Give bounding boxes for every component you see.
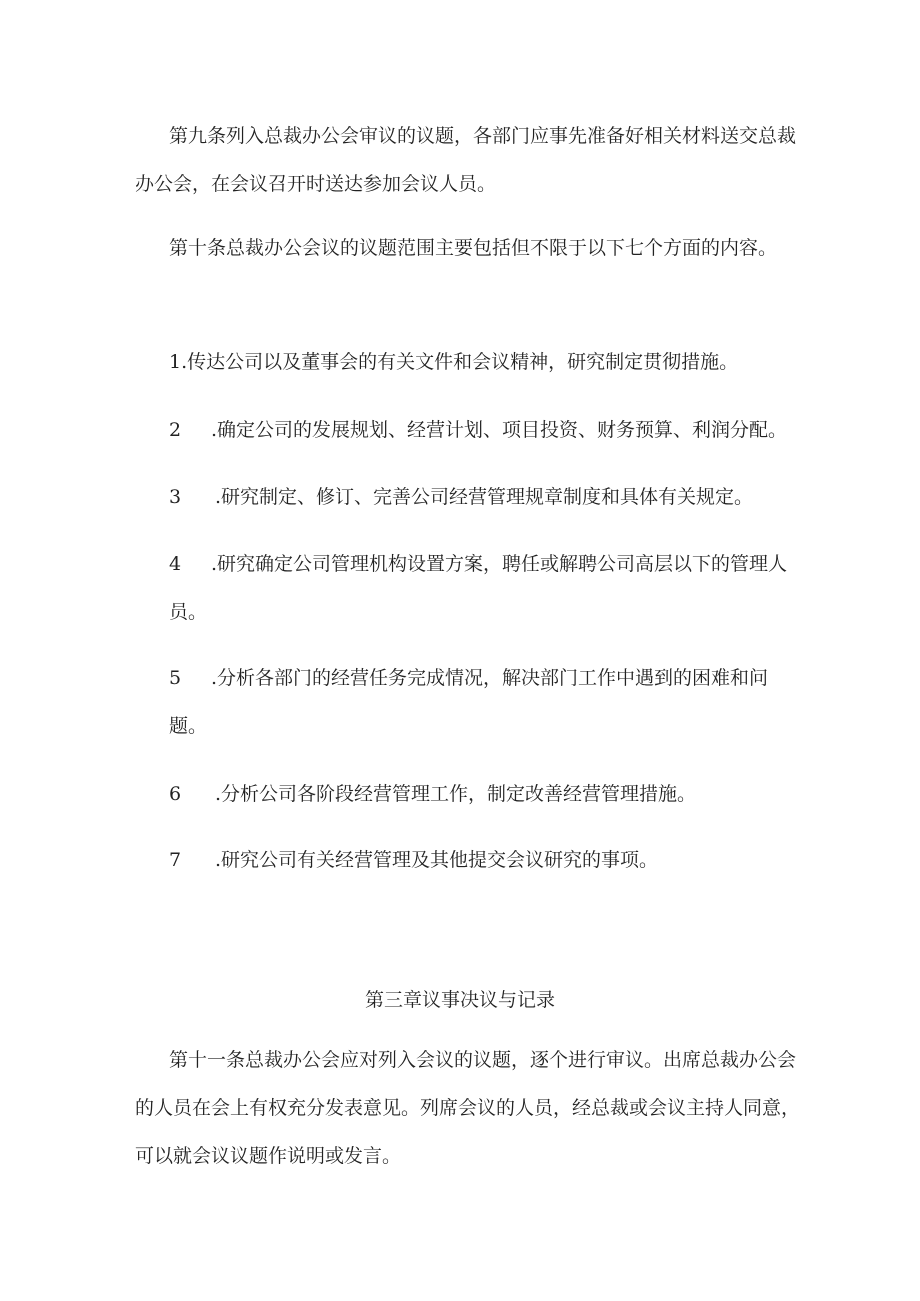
list-item bbox=[169, 836, 658, 884]
list-item-number: 3 bbox=[169, 486, 182, 508]
list-item bbox=[169, 406, 787, 454]
article-11: 第十一条总裁办公会应对列入会议的议题，逐个进行审议。出席总裁办公会的人员在会上有权充分发表意见。列席会议的人员，经总裁或会议主持人同意，可以就会议议题作说明或发言。 bbox=[135, 1049, 801, 1167]
list-item-text: .研究公司有关经营管理及其他提交会议研究的事项。 bbox=[215, 849, 659, 871]
list-item-number: 4 bbox=[169, 553, 182, 575]
list-item bbox=[169, 540, 800, 636]
list-item bbox=[169, 338, 738, 386]
list-item bbox=[169, 473, 753, 521]
list-item-text: .分析公司各阶段经营管理工作，制定改善经营管理措施。 bbox=[215, 783, 697, 805]
chapter-3-heading: 第三章议事决议与记录 bbox=[364, 989, 555, 1011]
list-item bbox=[169, 654, 800, 750]
list-item-number: 6 bbox=[169, 783, 182, 805]
article-9: 第九条列入总裁办公会审议的议题，各部门应事先准备好相关材料送交总裁办公会，在会议召开时送达参加会议人员。 bbox=[135, 125, 797, 195]
list-item bbox=[169, 770, 696, 818]
list-item-text: .确定公司的发展规划、经营计划、项目投资、财务预算、利润分配。 bbox=[211, 419, 788, 441]
list-item-text: .研究确定公司管理机构设置方案，聘任或解聘公司高层以下的管理人员。 bbox=[169, 553, 788, 623]
list-item-text: .分析各部门的经营任务完成情况，解决部门工作中遇到的困难和问题。 bbox=[169, 667, 769, 737]
list-item-number: 2 bbox=[169, 419, 182, 441]
article-10: 第十条总裁办公会议的议题范围主要包括但不限于以下七个方面的内容。 bbox=[169, 237, 778, 259]
list-item-text: 1.传达公司以及董事会的有关文件和会议精神，研究制定贯彻措施。 bbox=[169, 351, 739, 373]
list-item-number: 5 bbox=[169, 667, 182, 689]
list-item-number: 7 bbox=[169, 849, 182, 871]
list-item-text: .研究制定、修订、完善公司经营管理规章制度和具体有关规定。 bbox=[215, 486, 754, 508]
